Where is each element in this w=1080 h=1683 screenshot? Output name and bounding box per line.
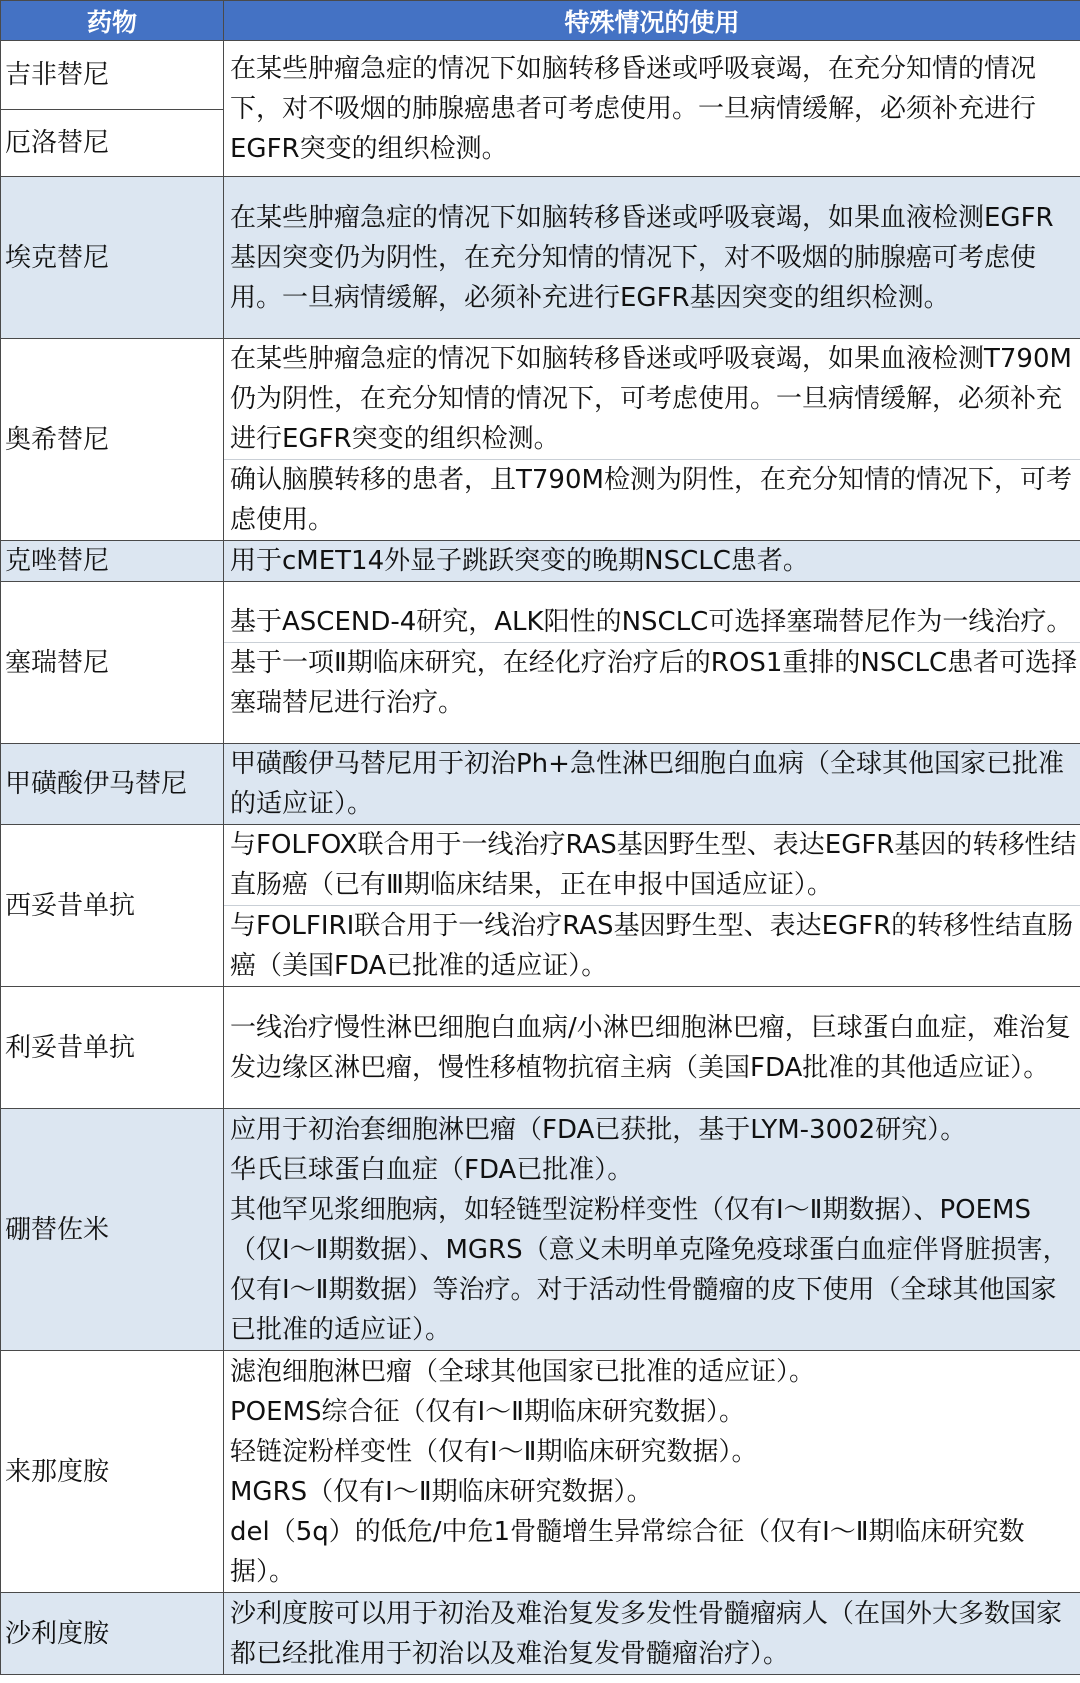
- table-row: [1, 541, 1080, 582]
- table-row: [1, 1593, 1080, 1675]
- table-row: [1, 339, 1080, 541]
- header-drug: 药物: [1, 1, 224, 41]
- usage-item: 华氏巨球蛋白血症（FDA已批准）。: [230, 1154, 634, 1185]
- usage-item: 在某些肿瘤急症的情况下如脑转移昏迷或呼吸衰竭，如果血液检测EGFR基因突变仍为阴性，在充分知情的情况下，对不吸烟的肺腺癌可考虑使用。一旦病情缓解，必须补充进行EGFR基因突变的组织检测。: [230, 202, 1054, 313]
- usage-item: 轻链淀粉样变性（仅有Ⅰ～Ⅱ期临床研究数据）。: [230, 1436, 758, 1467]
- drug-name: 奥希替尼: [1, 339, 224, 541]
- usage-item: 在某些肿瘤急症的情况下如脑转移昏迷或呼吸衰竭，在充分知情的情况下，对不吸烟的肺腺癌患者可考虑使用。一旦病情缓解，必须补充进行EGFR突变的组织检测。: [230, 53, 1037, 164]
- drug-name: 西妥昔单抗: [1, 825, 224, 987]
- usage-cell: [224, 582, 1080, 744]
- table-row: [1, 744, 1080, 825]
- usage-cell: [224, 541, 1080, 582]
- drug-name: 利妥昔单抗: [1, 987, 224, 1109]
- usage-item: 在某些肿瘤急症的情况下如脑转移昏迷或呼吸衰竭，如果血液检测T790M仍为阴性，在充分知情的情况下，可考虑使用。一旦病情缓解，必须补充进行EGFR突变的组织检测。: [230, 344, 1072, 454]
- usage-item: 其他罕见浆细胞病，如轻链型淀粉样变性（仅有Ⅰ～Ⅱ期数据）、POEMS（仅Ⅰ～Ⅱ期数据）、MGRS（意义未明单克隆免疫球蛋白血症伴肾脏损害，仅有Ⅰ～Ⅱ期数据）等治疗。对于活动性骨髓瘤的皮下使用（全球其他国家已批准的适应证）。: [230, 1194, 1069, 1345]
- usage-item: 滤泡细胞淋巴瘤（全球其他国家已批准的适应证）。: [230, 1356, 816, 1387]
- usage-item: 一线治疗慢性淋巴细胞白血病/小淋巴细胞淋巴瘤，巨球蛋白血症，难治复发边缘区淋巴瘤，慢性移植物抗宿主病（美国FDA批准的其他适应证）。: [230, 1012, 1071, 1083]
- drug-name: 塞瑞替尼: [1, 582, 224, 744]
- usage-item: 基于ASCEND-4研究，ALK阳性的NSCLC可选择塞瑞替尼作为一线治疗。: [230, 607, 1073, 637]
- usage-item: 用于cMET14外显子跳跃突变的晚期NSCLC患者。: [230, 546, 809, 576]
- usage-item: 确认脑膜转移的患者，且T790M检测为阴性，在充分知情的情况下，可考虑使用。: [224, 459, 1080, 540]
- usage-item: POEMS综合征（仅有Ⅰ～Ⅱ期临床研究数据）。: [230, 1396, 745, 1427]
- usage-item: 基于一项Ⅱ期临床研究，在经化疗治疗后的ROS1重排的NSCLC患者可选择塞瑞替尼进行治疗。: [224, 642, 1080, 723]
- table-row: [1, 1109, 1080, 1351]
- drug-name: 硼替佐米: [1, 1109, 224, 1351]
- drug-name: 来那度胺: [1, 1351, 224, 1593]
- table-row: [1, 582, 1080, 744]
- usage-item: 应用于初治套细胞淋巴瘤（FDA已获批，基于LYM-3002研究）。: [230, 1114, 967, 1145]
- usage-cell: [224, 177, 1080, 339]
- usage-item: 沙利度胺可以用于初治及难治复发多发性骨髓瘤病人（在国外大多数国家都已经批准用于初治以及难治复发骨髓瘤治疗）。: [230, 1598, 1063, 1669]
- usage-cell: [224, 987, 1080, 1109]
- usage-item: 与FOLFOX联合用于一线治疗RAS基因野生型、表达EGFR基因的转移性结直肠癌（已有Ⅲ期临床结果，正在申报中国适应证）。: [230, 830, 1077, 900]
- usage-item: MGRS（仅有Ⅰ～Ⅱ期临床研究数据）。: [230, 1476, 653, 1507]
- usage-cell: [224, 1351, 1080, 1593]
- table-row: [1, 987, 1080, 1109]
- header-usage: 特殊情况的使用: [224, 1, 1080, 41]
- table-row: [1, 1351, 1080, 1593]
- usage-cell: [224, 339, 1080, 541]
- usage-cell: [224, 825, 1080, 987]
- usage-cell: [224, 1593, 1080, 1675]
- usage-cell: [224, 1109, 1080, 1351]
- header-row: [1, 1, 1080, 41]
- drug-name: 沙利度胺: [1, 1593, 224, 1675]
- drug-name: 埃克替尼: [1, 177, 224, 339]
- drug-name: 克唑替尼: [1, 541, 224, 582]
- table-row: [1, 41, 1080, 110]
- table-row: [1, 825, 1080, 987]
- table-row: [1, 177, 1080, 339]
- usage-item: 与FOLFIRI联合用于一线治疗RAS基因野生型、表达EGFR的转移性结直肠癌（美国FDA已批准的适应证）。: [224, 905, 1080, 986]
- usage-item: 甲磺酸伊马替尼用于初治Ph+急性淋巴细胞白血病（全球其他国家已批准的适应证）。: [230, 749, 1064, 819]
- drug-name: 吉非替尼: [1, 41, 224, 110]
- drug-name: 甲磺酸伊马替尼: [1, 744, 224, 825]
- usage-cell: [224, 41, 1080, 177]
- usage-cell: [224, 744, 1080, 825]
- usage-item: del（5q）的低危/中危1骨髓增生异常综合征（仅有Ⅰ～Ⅱ期临床研究数据）。: [230, 1516, 1025, 1587]
- drug-name: 厄洛替尼: [1, 110, 224, 177]
